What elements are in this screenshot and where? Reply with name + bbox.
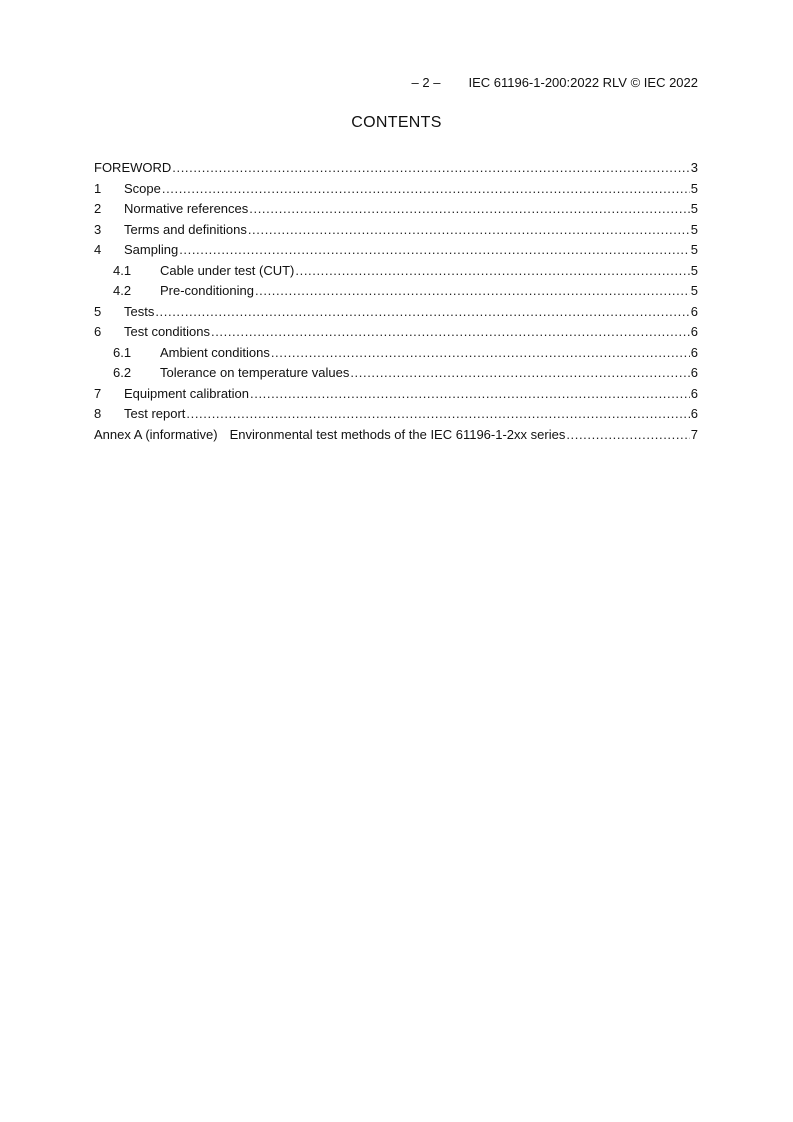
toc-entry-title: Sampling	[124, 242, 179, 257]
toc-entry-page: 7	[690, 426, 698, 442]
dot-leader	[162, 179, 690, 200]
toc-entry-title: Test report	[124, 406, 186, 421]
toc-entry-page: 5	[690, 180, 698, 196]
toc-entry[interactable]	[94, 240, 698, 261]
dot-leader	[248, 220, 690, 241]
toc-entry-page: 6	[690, 365, 698, 380]
toc-entry[interactable]	[94, 363, 698, 384]
toc-entry-title: Pre-conditioning	[160, 283, 254, 298]
toc-entry-number: 3	[94, 221, 102, 237]
toc-entry-title: Normative references	[124, 201, 249, 216]
dot-leader	[155, 302, 689, 323]
toc-entry-title: FOREWORD	[94, 160, 172, 175]
toc-entry-title: Equipment calibration	[124, 385, 250, 401]
page-header	[412, 75, 698, 90]
toc-entry-page: 5	[690, 221, 698, 237]
toc-entry-title: Ambient conditions	[160, 344, 270, 360]
dot-leader	[172, 158, 689, 179]
toc-entry-page: 5	[690, 201, 698, 216]
toc-entry-number: 4.1	[113, 262, 132, 278]
dot-leader	[566, 425, 689, 446]
table-of-contents	[94, 158, 698, 445]
toc-entry-number: 8	[94, 406, 102, 421]
toc-entry-number: 7	[94, 385, 102, 401]
dot-leader	[250, 384, 690, 405]
toc-entry[interactable]	[94, 199, 698, 220]
toc-entry[interactable]	[94, 322, 698, 343]
dot-leader	[255, 281, 690, 302]
toc-entry-number: 2	[94, 201, 102, 216]
toc-entry[interactable]	[94, 425, 698, 446]
dot-leader	[179, 240, 690, 261]
contents-title: CONTENTS	[351, 114, 442, 131]
dot-leader	[350, 363, 689, 384]
toc-entry-number: 4	[94, 242, 102, 257]
toc-entry-title: Tests	[124, 303, 155, 319]
toc-entry-title: Tolerance on temperature values	[160, 365, 350, 380]
dot-leader	[271, 343, 690, 364]
toc-entry-title: Terms and definitions	[124, 221, 247, 237]
toc-entry[interactable]	[94, 302, 698, 323]
toc-entry[interactable]	[94, 343, 698, 364]
toc-entry-number: 4.2	[113, 283, 132, 298]
toc-entry-number: Annex A (informative)	[94, 426, 218, 442]
toc-entry-number: 1	[94, 180, 102, 196]
dot-leader	[295, 261, 689, 282]
toc-entry-number: 6.2	[113, 365, 132, 380]
toc-entry[interactable]	[94, 384, 698, 405]
toc-entry-page: 5	[690, 242, 698, 257]
toc-entry[interactable]	[94, 158, 698, 179]
toc-entry[interactable]	[94, 261, 698, 282]
toc-entry-title: Test conditions	[124, 324, 210, 339]
toc-entry-number: 5	[94, 303, 102, 319]
toc-entry-page: 5	[690, 283, 698, 298]
dot-leader	[186, 404, 689, 425]
toc-entry-page: 6	[690, 406, 698, 421]
toc-entry[interactable]	[94, 220, 698, 241]
toc-entry-title: Cable under test (CUT)	[160, 262, 295, 278]
toc-entry-page: 3	[690, 160, 698, 175]
toc-entry-page: 6	[690, 344, 698, 360]
toc-entry-number: 6.1	[113, 344, 132, 360]
toc-entry-number: 6	[94, 324, 102, 339]
toc-entry[interactable]	[94, 404, 698, 425]
toc-entry-title: Scope	[124, 180, 161, 196]
page-number: – 2 –	[411, 75, 441, 90]
dot-leader	[211, 322, 690, 343]
toc-entry-page: 5	[690, 262, 698, 278]
toc-entry-page: 6	[690, 385, 698, 401]
document-id: IEC 61196-1-200:2022 RLV © IEC 2022	[468, 75, 698, 90]
dot-leader	[249, 199, 689, 220]
toc-entry-title: Environmental test methods of the IEC 61196-1-2xx series	[229, 426, 566, 442]
toc-entry[interactable]	[94, 281, 698, 302]
toc-entry[interactable]	[94, 179, 698, 200]
toc-entry-page: 6	[690, 303, 698, 319]
toc-entry-page: 6	[690, 324, 698, 339]
